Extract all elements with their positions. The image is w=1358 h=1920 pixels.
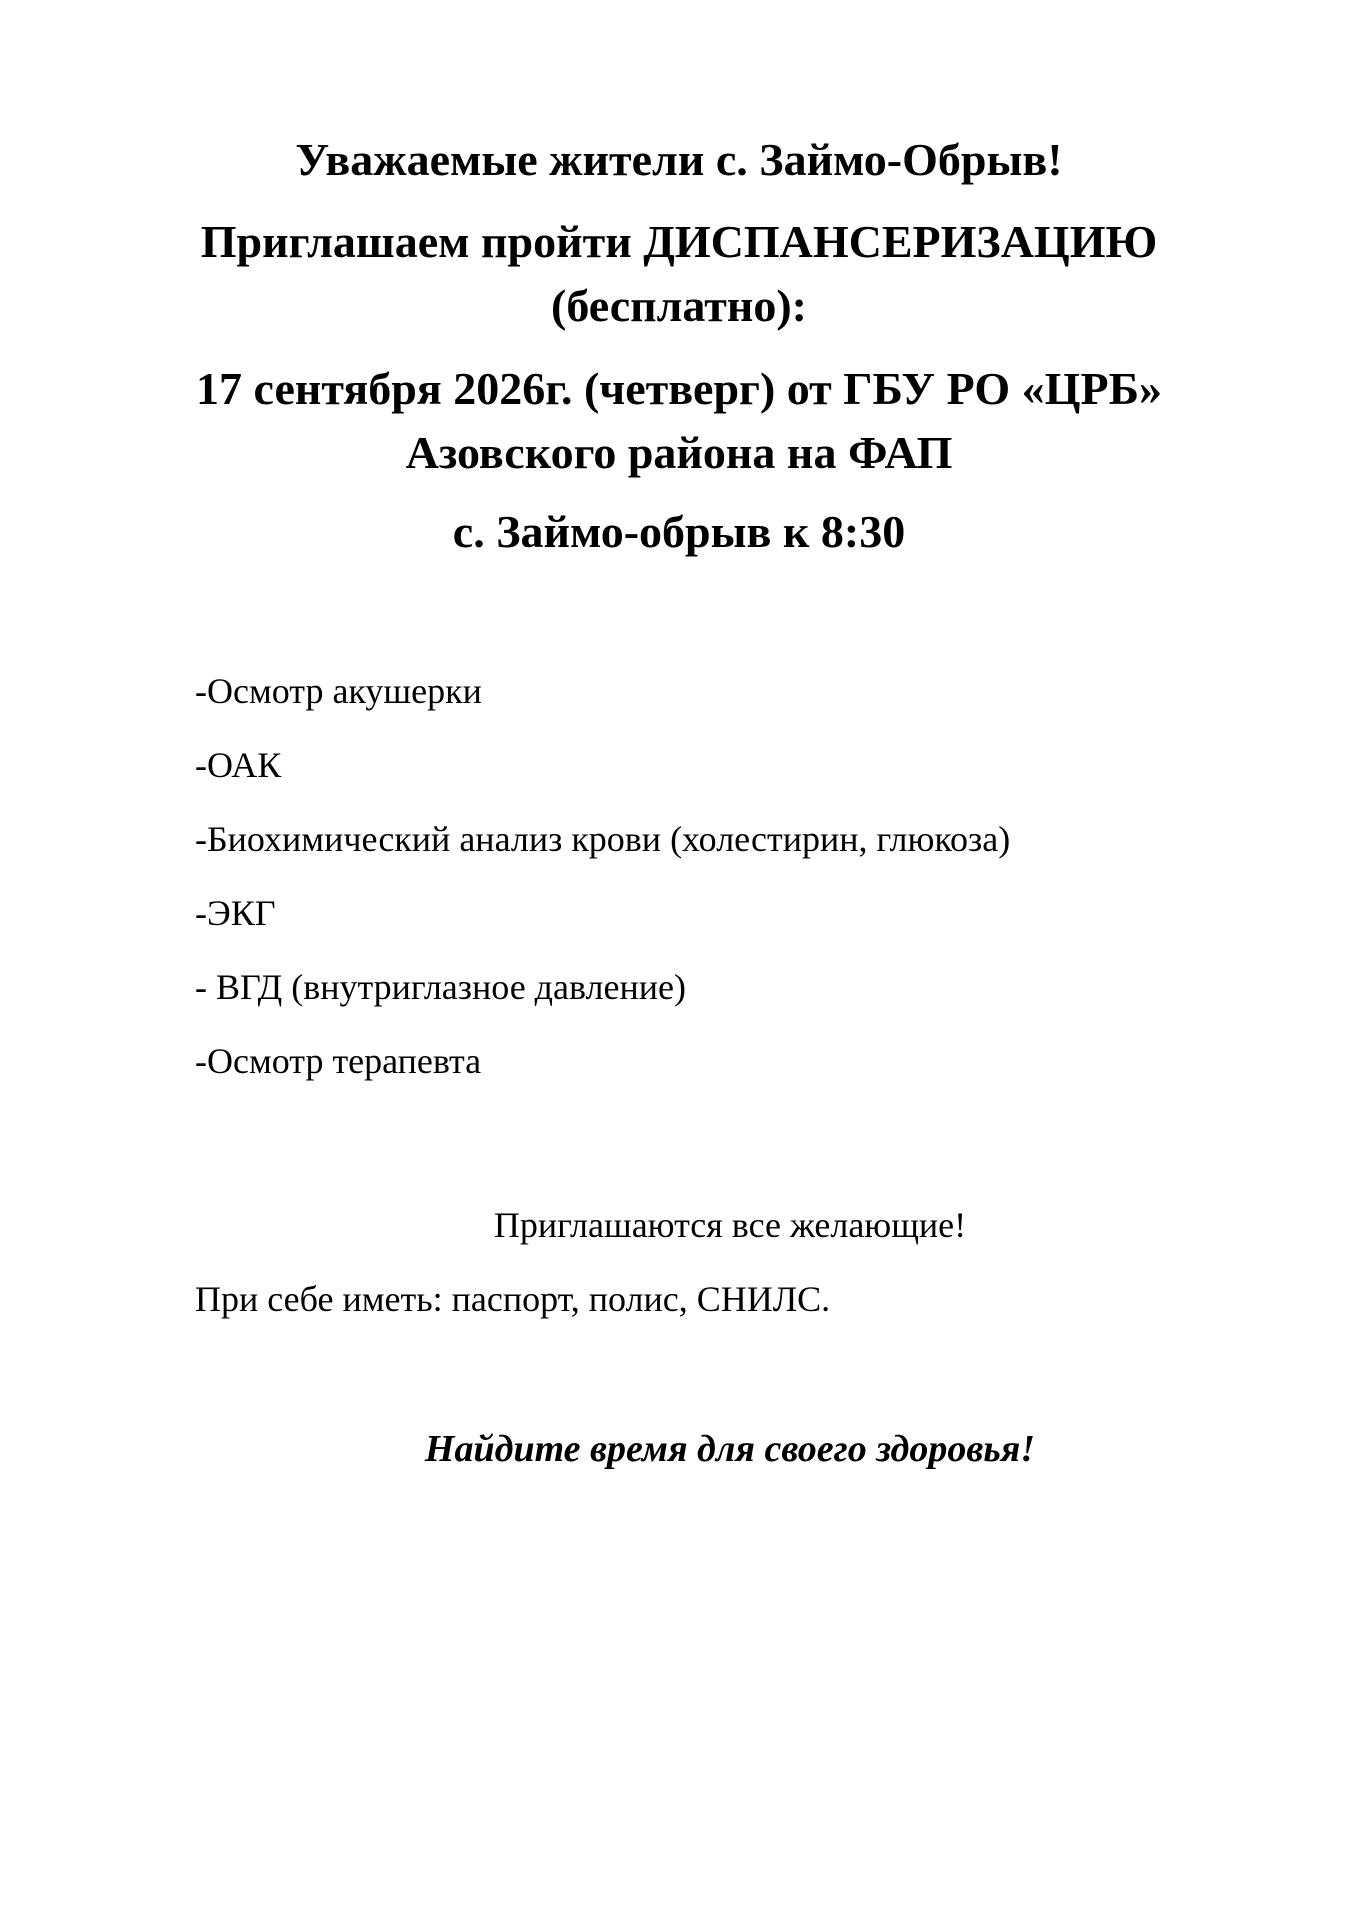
invite-all-text: Приглашаются все желающие! [493,1205,967,1245]
service-item-ecg: -ЭКГ [195,893,276,933]
bring-documents-text: При себе иметь: паспорт, полис, СНИЛС. [195,1279,831,1319]
service-item-midwife: -Осмотр акушерки [195,671,482,711]
motto-text: Найдите время для своего здоровья! [424,1428,1036,1470]
service-item-blood-biochemistry: -Биохимический анализ крови (холестирин, глюкоза) [195,819,1011,859]
services-list [195,654,1010,1098]
service-item-therapist: -Осмотр терапевта [195,1041,482,1081]
greeting-heading: Уважаемые жители с. Займо-Обрыв! [295,134,1063,185]
date-heading-line-1: 17 сентября 2026г. (четверг) от ГБУ РО «ЦРБ» [196,363,1162,414]
date-heading [0,357,1358,485]
invite-heading [0,210,1358,338]
date-heading-line-2: Азовского района на ФАП [405,427,953,478]
service-item-oak: -ОАК [195,745,282,785]
invite-heading-line-2: (бесплатно): [551,280,807,331]
invite-heading-line-1: Приглашаем пройти ДИСПАНСЕРИЗАЦИЮ [200,216,1158,267]
service-item-iop: - ВГД (внутриглазное давление) [195,967,686,1007]
place-time-heading: с. Займо-обрыв к 8:30 [452,506,906,557]
